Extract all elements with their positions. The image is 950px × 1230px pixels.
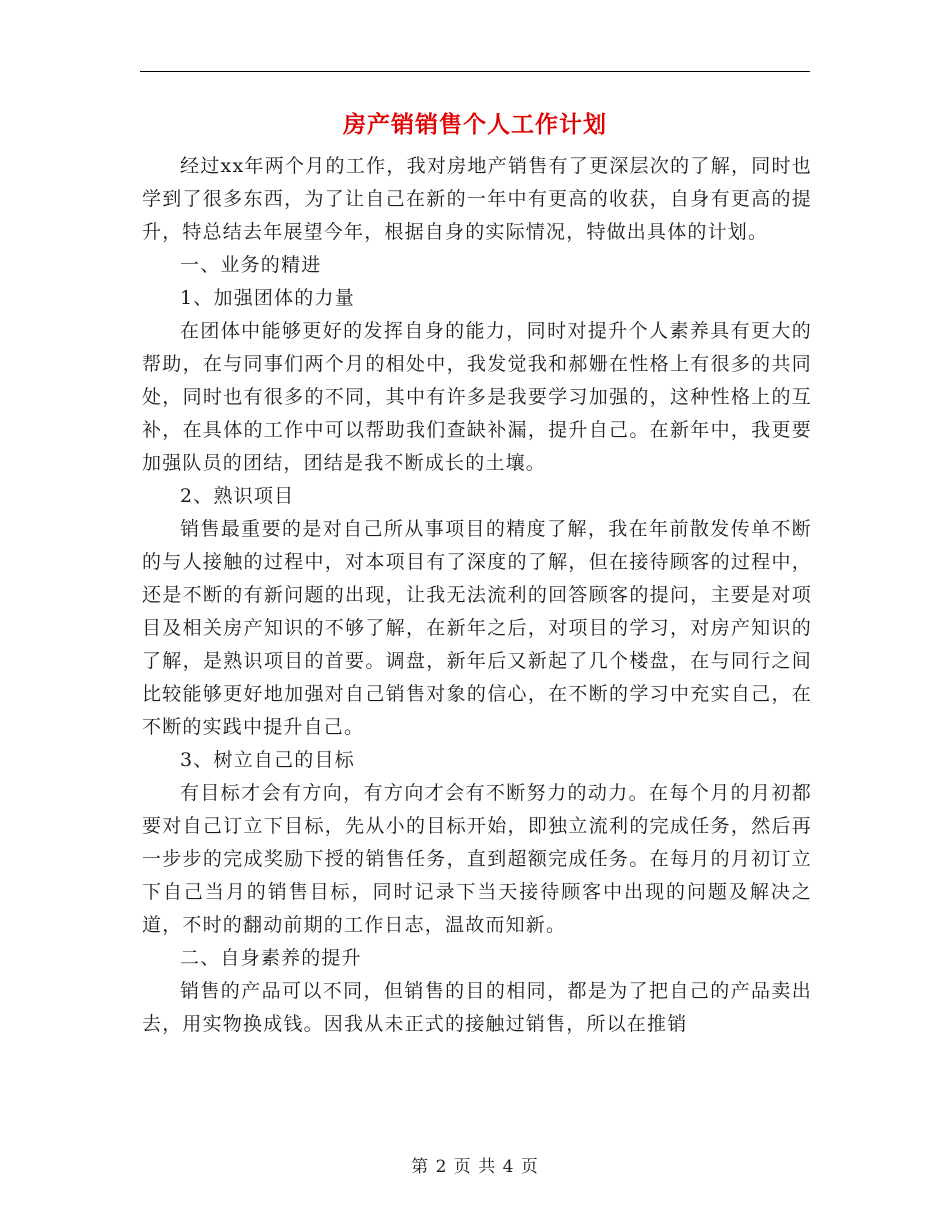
document-title: 房产销销售个人工作计划 bbox=[343, 111, 607, 138]
section-heading-self-improvement: 二、自身素养的提升 bbox=[180, 947, 362, 969]
subheading-team-strength: 1、加强团体的力量 bbox=[180, 287, 355, 309]
section-heading-business: 一、业务的精进 bbox=[180, 254, 322, 276]
paragraph-team-strength: 在团体中能够更好的发挥自身的能力，同时对提升个人素养具有更大的帮助，在与同事们两个月的相处中，我发觉我和郝姗在性格上有很多的共同处，同时也有很多的不同，其中有许多是我要学习加强的，这种性格上的互补，在具体的工作中可以帮助我们查缺补漏，提升自己。在新年中，我更要加强队员的团结，团结是我不断成长的土壤。 bbox=[142, 320, 812, 474]
paragraph-know-project: 销售最重要的是对自己所从事项目的精度了解，我在年前散发传单不断的与人接触的过程中，对本项目有了深度的了解，但在接待顾客的过程中，还是不断的有新问题的出现，让我无法流利的回答顾客的提问，主要是对项目及相关房产知识的不够了解，在新年之后，对项目的学习，对房产知识的了解，是熟识项目的首要。调盘，新年后又新起了几个楼盘，在与同行之间比较能够更好地加强对自己销售对象的信心，在不断的学习中充实自己，在不断的实践中提升自己。 bbox=[142, 518, 812, 738]
subheading-know-project: 2、熟识项目 bbox=[180, 485, 295, 507]
document-body bbox=[142, 150, 812, 1041]
subheading-set-goals: 3、树立自己的目标 bbox=[180, 749, 355, 771]
header-rule bbox=[140, 71, 810, 72]
paragraph-set-goals: 有目标才会有方向，有方向才会有不断努力的动力。在每个月的月初都要对自己订立下目标，先从小的目标开始，即独立流利的完成任务，然后再一步步的完成奖励下授的销售任务，直到超额完成任务。在每月的月初订立下自己当月的销售目标，同时记录下当天接待顾客中出现的问题及解决之道，不时的翻动前期的工作日志，温故而知新。 bbox=[142, 782, 812, 936]
paragraph-self-improvement: 销售的产品可以不同，但销售的目的相同，都是为了把自己的产品卖出去，用实物换成钱。因我从未正式的接触过销售，所以在推销 bbox=[142, 980, 812, 1035]
page-number-footer: 第 2 页 共 4 页 bbox=[411, 1157, 539, 1177]
intro-paragraph: 经过xx年两个月的工作，我对房地产销售有了更深层次的了解，同时也学到了很多东西，为了让自己在新的一年中有更高的收获，自身有更高的提升，特总结去年展望今年，根据自身的实际情况，特做出具体的计划。 bbox=[142, 155, 812, 243]
